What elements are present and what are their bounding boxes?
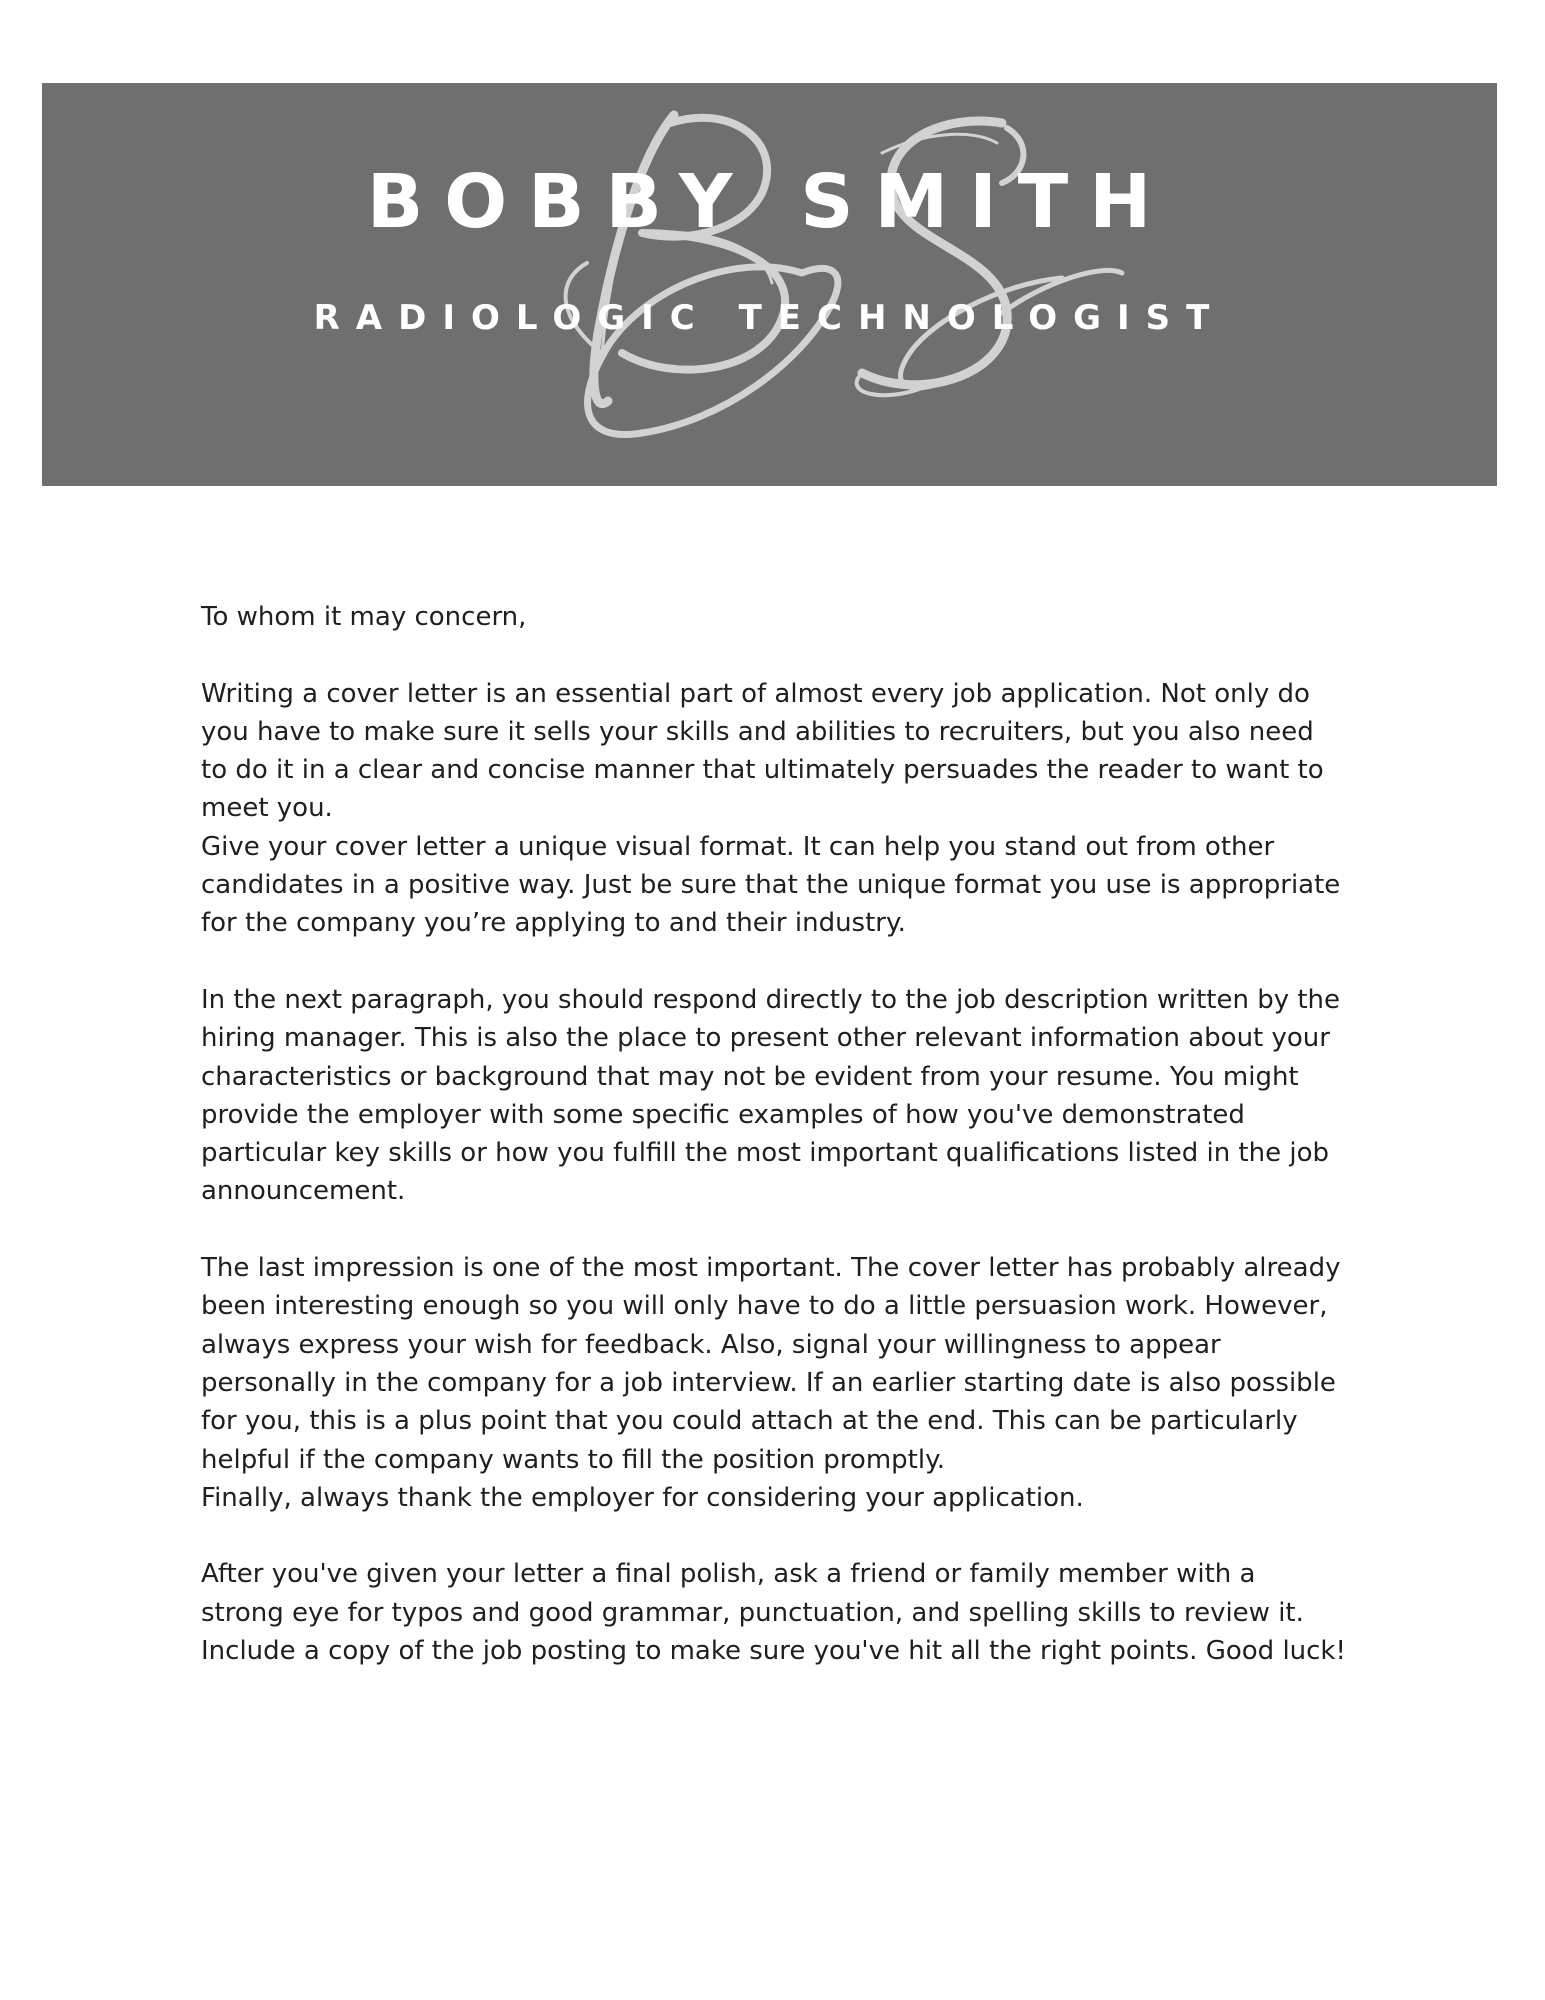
letter-paragraph: Writing a cover letter is an essential part of almost every job application. Not only do you have to make sure it sells your skills and abilities to recruiters, but you also need to do it in a clear and concise manner that ultimately persuades the reader to want to meet you. bbox=[201, 678, 1324, 824]
salutation: To whom it may concern, bbox=[201, 602, 527, 632]
letter-paragraph: In the next paragraph, you should respond directly to the job description written by the hiring manager. This is also the place to present other relevant information about your characteristics or background that may not be evident from your resume. You might provide the employer with some specific examples of how you've demonstrated particular key skills or how you fulfill the most important qualifications listed in the job announcement. bbox=[201, 984, 1341, 1207]
bs-monogram-logo bbox=[42, 83, 1497, 486]
candidate-name: BOBBY SMITH bbox=[366, 159, 1173, 245]
paragraph-spacer bbox=[201, 1517, 1346, 1555]
paragraph-spacer bbox=[201, 636, 1346, 674]
letter-paragraph: After you've given your letter a final polish, ask a friend or family member with a strong eye for typos and good grammar, punctuation, and spelling skills to review it. Include a copy of the job posting to make sure you've hit all the right points. Good luck! bbox=[201, 1559, 1346, 1667]
job-title: RADIOLOGIC TECHNOLOGIST bbox=[313, 298, 1226, 338]
cover-letter-body bbox=[201, 598, 1346, 1670]
letter-paragraph: Finally, always thank the employer for considering your application. bbox=[201, 1482, 1084, 1513]
letter-paragraph: The last impression is one of the most important. The cover letter has probably already been interesting enough so you will only have to do a little persuasion work. However, always express your wish for feedback. Also, signal your willingness to appear personally in the company for a job interview. If an earlier starting date is also possible for you, this is a plus point that you could attach at the end. This can be particularly helpful if the company wants to fill the position promptly. bbox=[201, 1253, 1341, 1475]
letter-paragraph: Give your cover letter a unique visual format. It can help you stand out from other candidates in a positive way. Just be sure that the unique format you use is appropriate for the company you’re applying to and their industry. bbox=[201, 831, 1341, 939]
paragraph-spacer bbox=[201, 1211, 1346, 1249]
header-banner bbox=[42, 83, 1497, 486]
paragraph-spacer bbox=[201, 943, 1346, 981]
